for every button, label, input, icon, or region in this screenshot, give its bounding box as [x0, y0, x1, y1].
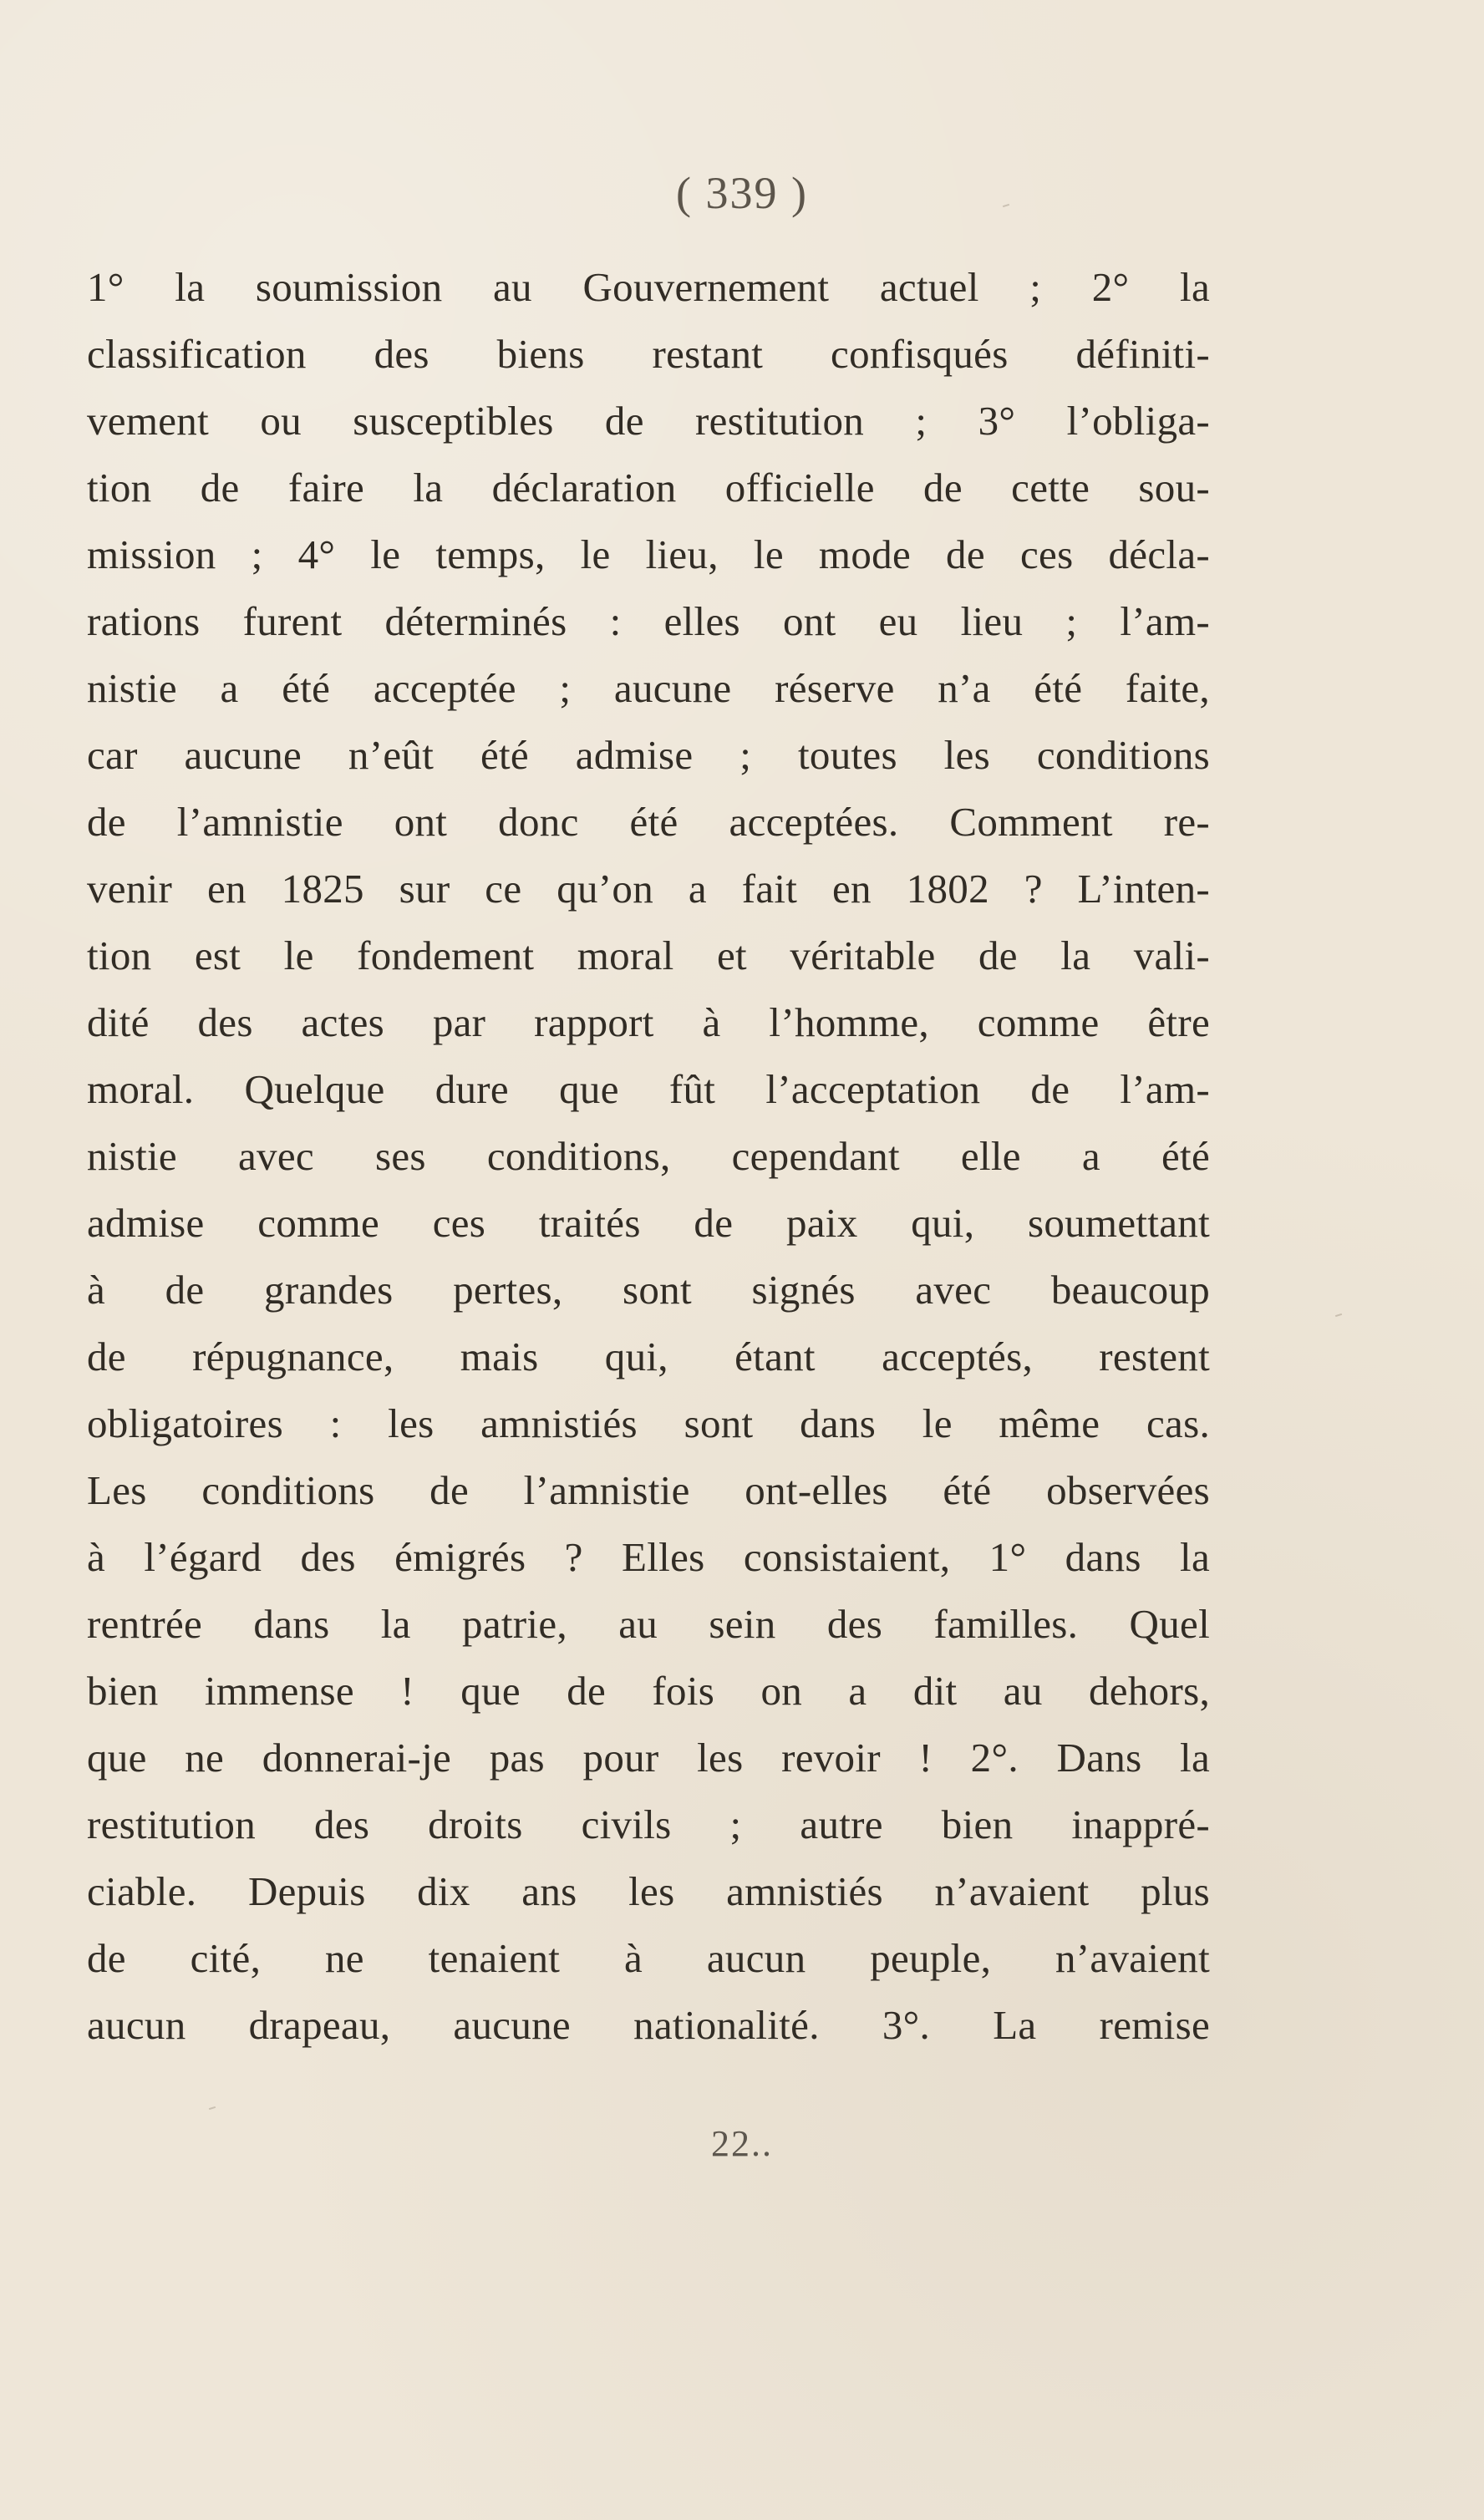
text-line: de répugnance, mais qui, étant acceptés, restent — [87, 1334, 1210, 1379]
text-line: aucun drapeau, aucune nationalité. 3°. La remise — [87, 2002, 1210, 2048]
text-line: que ne donnerai-je pas pour les revoir ! 2°. Dans la — [87, 1735, 1210, 1781]
text-line: restitution des droits civils ; autre bien inappré- — [87, 1801, 1210, 1847]
text-line: tion de faire la déclaration officielle de cette sou- — [87, 465, 1210, 511]
text-line: Les conditions de l’amnistie ont-elles été observées — [87, 1467, 1210, 1513]
text-line: dité des actes par rapport à l’homme, comme être — [87, 999, 1210, 1045]
text-line: vement ou susceptibles de restitution ; 3° l’obliga- — [87, 398, 1210, 444]
text-line: à l’égard des émigrés ? Elles consistaient, 1° dans la — [87, 1534, 1210, 1580]
text-line: obligatoires : les amnistiés sont dans le même cas. — [87, 1400, 1210, 1446]
text-line: moral. Quelque dure que fût l’acceptation de l’am- — [87, 1066, 1210, 1112]
text-line: mission ; 4° le temps, le lieu, le mode de ces décla- — [87, 531, 1210, 577]
body-text — [87, 254, 1210, 2122]
text-line: venir en 1825 sur ce qu’on a fait en 1802 ? L’inten- — [87, 866, 1210, 912]
signature-mark: 22.. — [711, 2123, 773, 2164]
text-line: bien immense ! que de fois on a dit au dehors, — [87, 1668, 1210, 1714]
text-line: rentrée dans la patrie, au sein des familles. Quel — [87, 1601, 1210, 1647]
text-line: tion est le fondement moral et véritable de la vali- — [87, 932, 1210, 978]
paper-speck — [1335, 1313, 1342, 1317]
text-line: rations furent déterminés : elles ont eu lieu ; l’am- — [87, 598, 1210, 644]
text-line: nistie a été acceptée ; aucune réserve n’a été faite, — [87, 665, 1210, 711]
text-line: de l’amnistie ont donc été acceptées. Comment re- — [87, 799, 1210, 845]
text-line: nistie avec ses conditions, cependant elle a été — [87, 1133, 1210, 1179]
page-number: ( 339 ) — [676, 168, 808, 218]
text-line: 1° la soumission au Gouvernement actuel ; 2° la — [87, 264, 1210, 310]
text-line: car aucune n’eût été admise ; toutes les conditions — [87, 732, 1210, 778]
text-line: à de grandes pertes, sont signés avec beaucoup — [87, 1267, 1210, 1313]
text-line: admise comme ces traités de paix qui, soumettant — [87, 1200, 1210, 1246]
text-line: ciable. Depuis dix ans les amnistiés n’avaient plus — [87, 1868, 1210, 1914]
text-line: de cité, ne tenaient à aucun peuple, n’avaient — [87, 1935, 1210, 1981]
text-line: classification des biens restant confisqués définiti- — [87, 331, 1210, 377]
